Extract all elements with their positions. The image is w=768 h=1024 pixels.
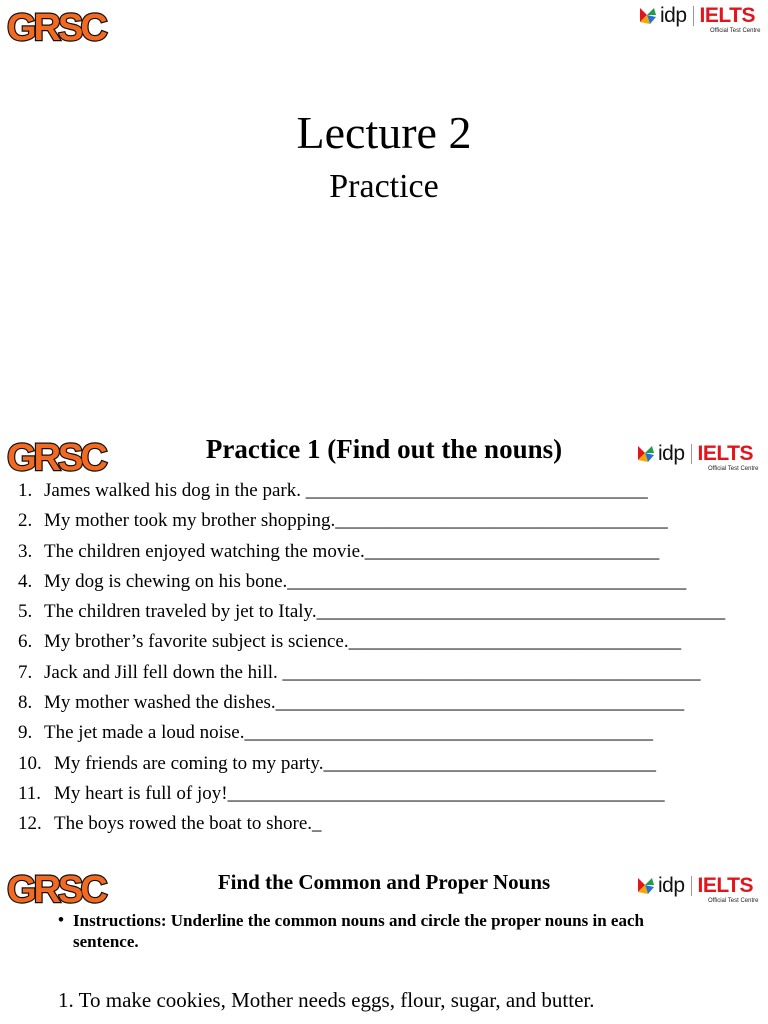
- svg-text:GRSC: GRSC: [7, 7, 105, 49]
- slide-practice-1: [0, 420, 768, 850]
- list-item: 3. The children enjoyed watching the movie._______________________________: [18, 540, 660, 562]
- section-title: Find the Common and Proper Nouns: [217, 870, 551, 894]
- list-item: 9. The jet made a loud noise.___________________________________________: [18, 722, 653, 744]
- grsc-logo: [6, 4, 105, 49]
- list-item: 10. My friends are coming to my party.___________________________________: [18, 752, 656, 774]
- svg-text:GRSC: GRSC: [7, 869, 105, 911]
- example-sentence: 1. To make cookies, Mother needs eggs, flour, sugar, and butter.: [58, 988, 595, 1012]
- list-item: 8. My mother washed the dishes.___________________________________________: [18, 692, 685, 714]
- bullet-icon: •: [58, 910, 64, 929]
- idp-ielts-logo: idp IELTS Official Test Centre: [636, 874, 766, 908]
- list-item: 5. The children traveled by jet to Italy.___________________________________________: [18, 601, 726, 623]
- exercise-list: [18, 476, 725, 840]
- list-item: 12. The boys rowed the boat to shore._: [18, 813, 322, 835]
- list-item: 4. My dog is chewing on his bone.__________________________________________: [18, 570, 687, 592]
- lecture-subtitle: Practice: [329, 168, 439, 205]
- idp-ielts-logo: idp IELTS Official Test Centre: [636, 442, 766, 476]
- logo-divider: [693, 6, 694, 26]
- list-item: 11. My heart is full of joy!______________________________________________: [18, 782, 665, 804]
- lecture-title: Lecture 2: [296, 107, 472, 158]
- list-item: 6. My brother’s favorite subject is science.___________________________________: [18, 631, 682, 653]
- list-item: 1. James walked his dog in the park. ____________________________________: [18, 480, 648, 501]
- list-item: 2. My mother took my brother shopping.___________________________________: [18, 510, 668, 532]
- practice-title: Practice 1 (Find out the nouns): [205, 434, 563, 464]
- instructions: • Instructions: Underline the common nouns and circle the proper nouns in each sentence.: [58, 910, 644, 951]
- idp-ielts-logo: idp IELTS Official Test Centre: [638, 4, 768, 38]
- slide-title: [0, 0, 768, 420]
- idp-mark-icon: [638, 6, 658, 26]
- svg-text:GRSC: GRSC: [7, 437, 105, 479]
- list-item: 7. Jack and Jill fell down the hill. ____________________________________________: [18, 661, 701, 683]
- slide-common-proper-nouns: [0, 850, 768, 1024]
